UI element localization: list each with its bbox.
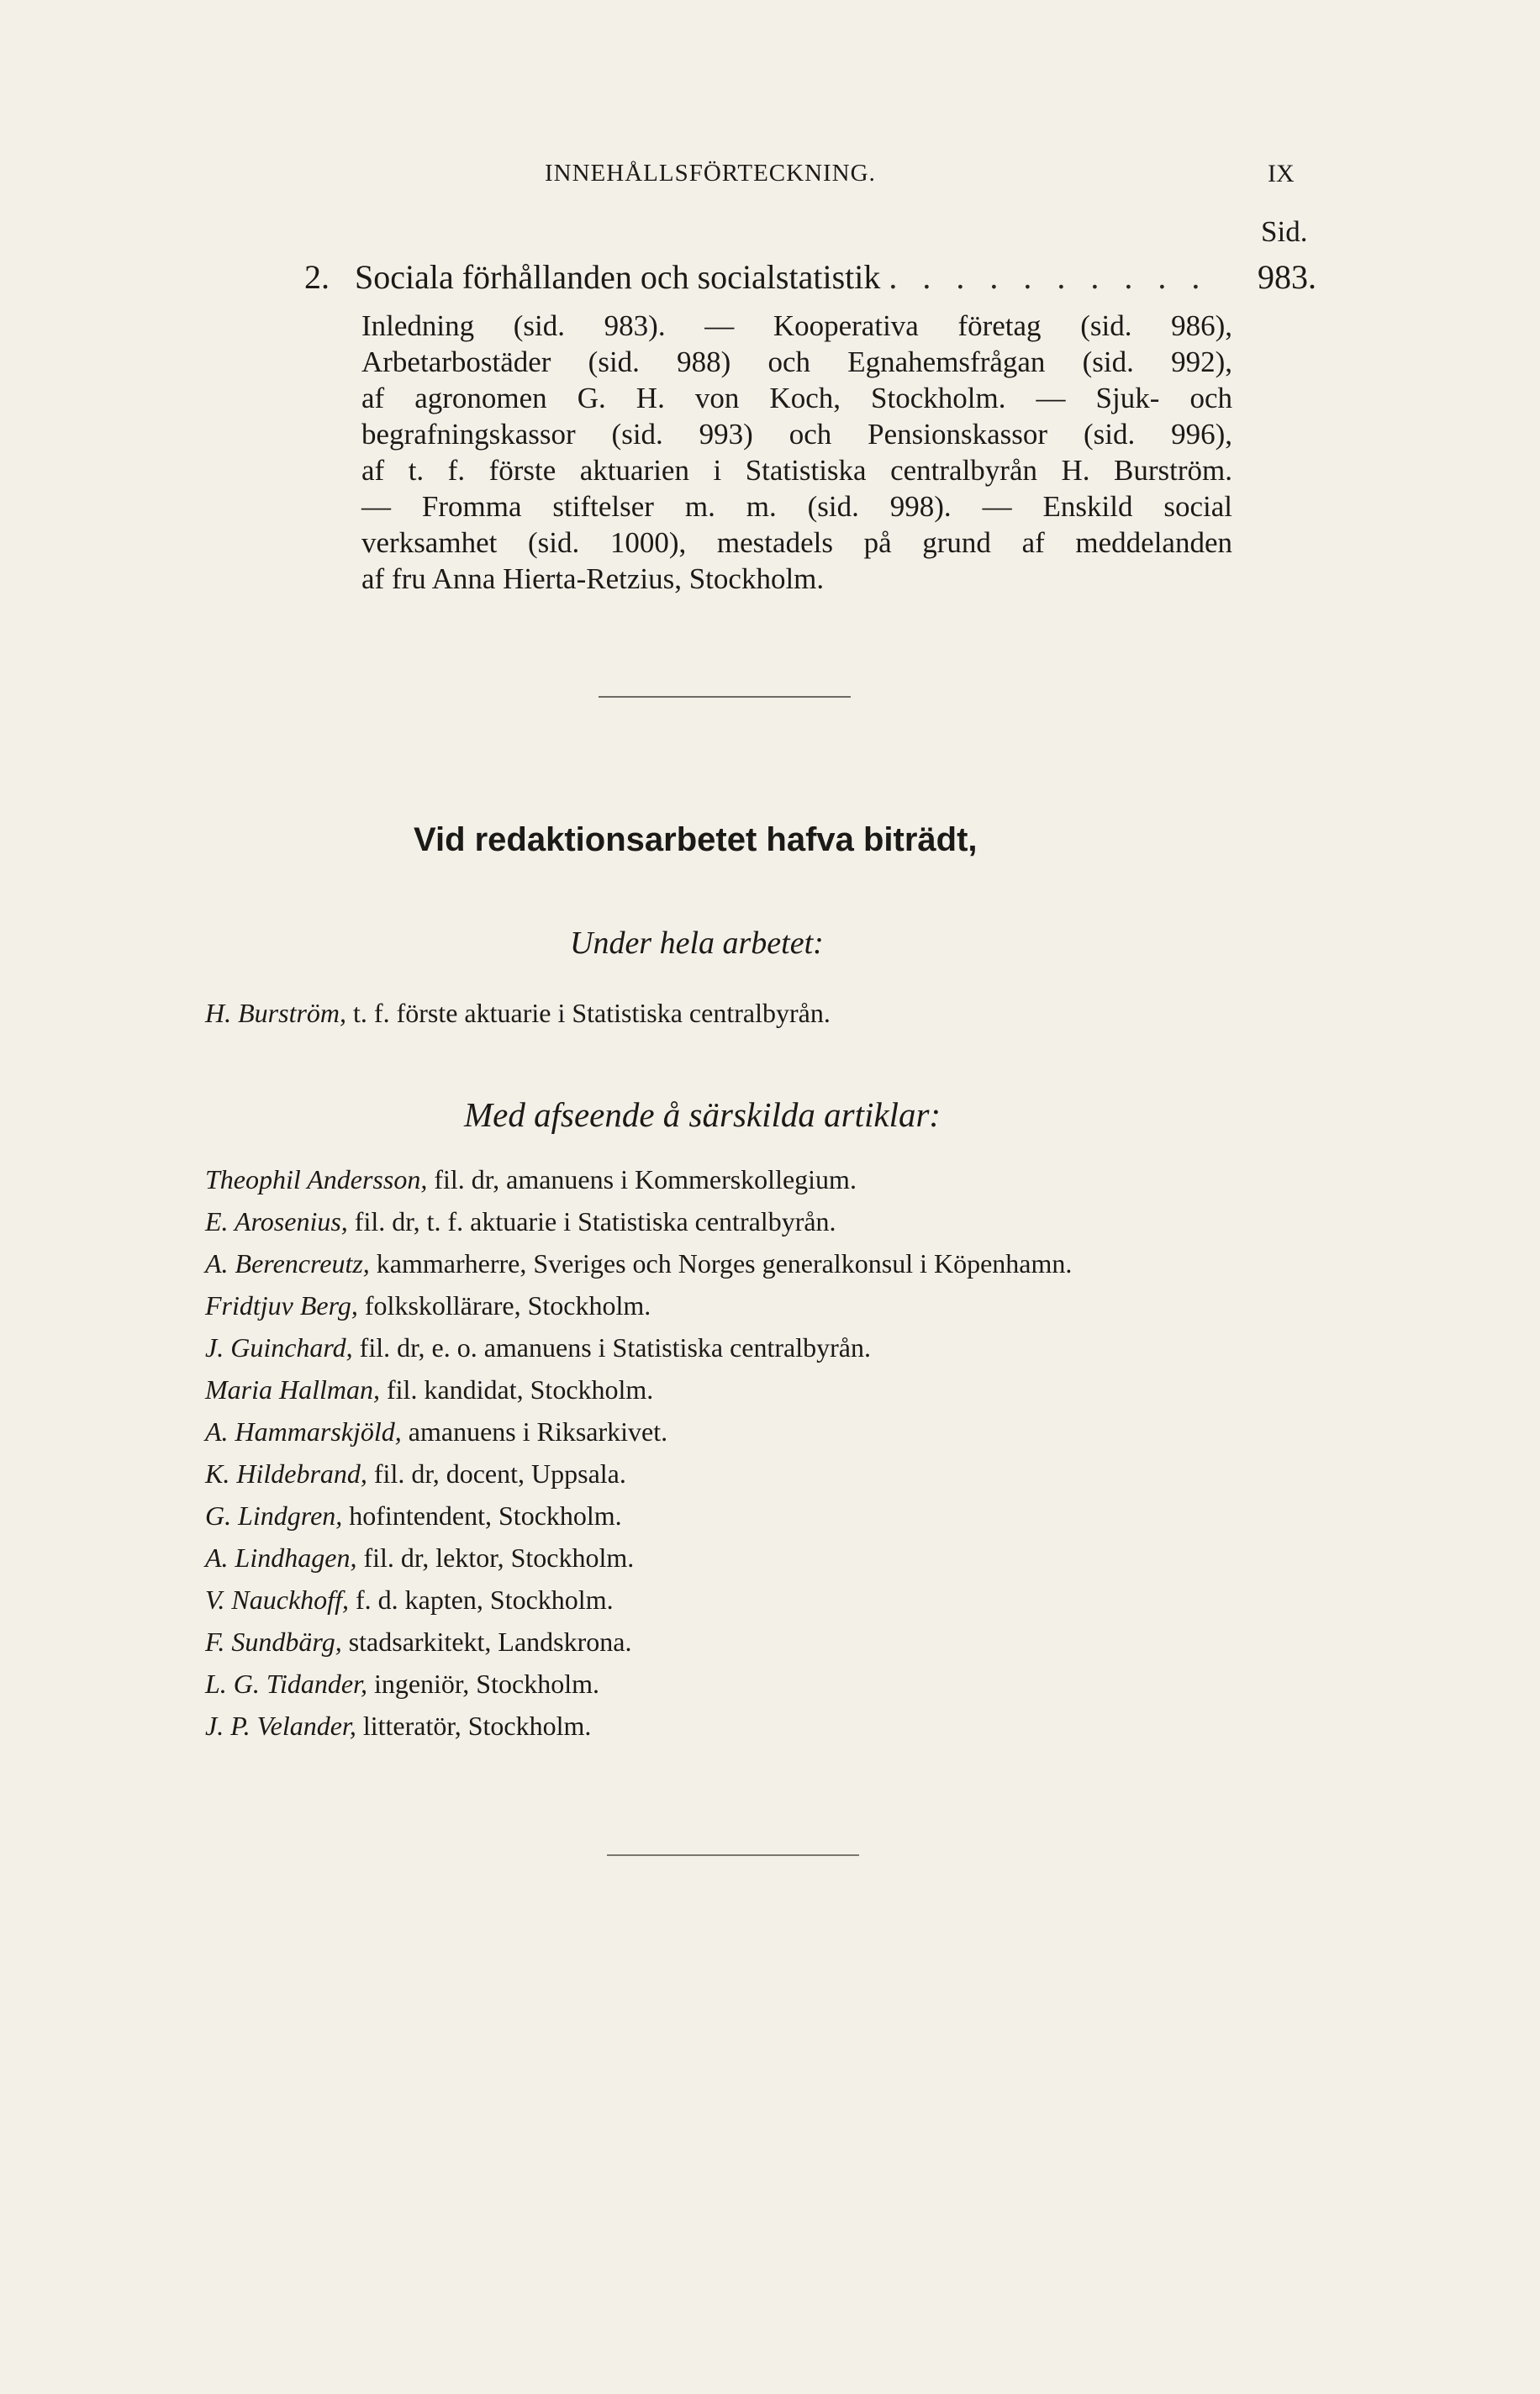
credit-name: K. Hildebrand, <box>205 1458 367 1489</box>
credit-description: fil. dr, docent, Uppsala. <box>373 1458 626 1489</box>
toc-entry-page: 983. <box>1258 258 1316 296</box>
credit-description: fil. dr, t. f. aktuarie i Statistiska centralbyrån. <box>354 1206 836 1237</box>
credit-line <box>205 1627 631 1658</box>
description-line: Arbetarbostäder (sid. 988) och Egnahemsfrågan (sid. 992), <box>361 345 1232 378</box>
description-line: begrafningskassor (sid. 993) och Pensionskassor (sid. 996), <box>361 418 1232 451</box>
credit-name: V. Nauckhoff, <box>205 1585 349 1615</box>
credit-description: fil. kandidat, Stockholm. <box>387 1374 654 1405</box>
credit-name: J. P. Velander, <box>205 1711 356 1741</box>
toc-entry-description <box>361 308 1232 597</box>
credit-line <box>205 1458 626 1490</box>
credit-description: fil. dr, amanuens i Kommerskollegium. <box>434 1164 857 1194</box>
credit-line <box>205 1585 614 1616</box>
credit-name: Maria Hallman, <box>205 1374 380 1405</box>
page-number: IX <box>1268 160 1295 187</box>
credit-line <box>205 1248 1072 1279</box>
credit-line <box>205 1500 622 1532</box>
credit-name: J. Guinchard, <box>205 1332 353 1363</box>
credit-description: ingeniör, Stockholm. <box>373 1669 599 1699</box>
description-line: af agronomen G. H. von Koch, Stockholm. — Sjuk- och <box>361 382 1232 414</box>
credit-description: litteratör, Stockholm. <box>362 1711 592 1741</box>
credit-description: f. d. kapten, Stockholm. <box>355 1585 614 1615</box>
credit-description: fil. dr, lektor, Stockholm. <box>363 1542 635 1573</box>
credit-line <box>205 1290 651 1321</box>
credit-line <box>205 1416 667 1447</box>
toc-entry-title: Sociala förhållanden och socialstatistik <box>355 258 881 296</box>
running-head: INNEHÅLLSFÖRTECKNING. <box>545 160 876 187</box>
credit-description: fil. dr, e. o. amanuens i Statistiska centralbyrån. <box>359 1332 871 1363</box>
credit-description: stadsarkitekt, Landskrona. <box>348 1627 632 1657</box>
editors-heading: Vid redaktionsarbetet hafva biträdt, <box>414 821 978 858</box>
credit-name: G. Lindgren, <box>205 1500 343 1531</box>
divider-rule <box>607 1854 859 1856</box>
description-line: Inledning (sid. 983). — Kooperativa företag (sid. 986), <box>361 309 1232 342</box>
credit-name: L. G. Tidander, <box>205 1669 367 1699</box>
credit-line <box>205 998 831 1029</box>
divider-rule <box>599 696 851 698</box>
credit-name: A. Berencreutz, <box>205 1248 370 1279</box>
credit-line <box>205 1542 634 1574</box>
credit-description: amanuens i Riksarkivet. <box>408 1416 668 1447</box>
special-articles-heading: Med afseende å särskilda artiklar: <box>464 1095 941 1134</box>
description-line: — Fromma stiftelser m. m. (sid. 998). — Enskild social <box>361 490 1232 523</box>
credit-name: Fridtjuv Berg, <box>205 1290 358 1321</box>
credit-description: kammarherre, Sveriges och Norges generalkonsul i Köpenhamn. <box>376 1248 1073 1279</box>
toc-entry-number: 2. <box>304 258 330 296</box>
toc-dot-leader: . . . . . . . . . . <box>889 258 1209 296</box>
credit-name: Theophil Andersson, <box>205 1164 428 1194</box>
credit-line <box>205 1332 871 1363</box>
description-line: verksamhet (sid. 1000), mestadels på grund af meddelanden <box>361 526 1232 559</box>
whole-work-heading: Under hela arbetet: <box>570 925 824 961</box>
credit-description: hofintendent, Stockholm. <box>349 1500 622 1531</box>
credit-line <box>205 1374 653 1405</box>
credit-name: E. Arosenius, <box>205 1206 348 1237</box>
credit-description: folkskollärare, Stockholm. <box>364 1290 651 1321</box>
description-line: af t. f. förste aktuarien i Statistiska centralbyrån H. Burström. <box>361 454 1232 487</box>
credit-description: t. f. förste aktuarie i Statistiska centralbyrån. <box>353 998 831 1028</box>
credit-name: A. Lindhagen, <box>205 1542 357 1573</box>
credit-line <box>205 1206 836 1237</box>
credit-line <box>205 1669 599 1700</box>
credit-name: A. Hammarskjöld, <box>205 1416 402 1447</box>
toc-entry <box>304 257 1316 297</box>
credit-name: H. Burström, <box>205 998 347 1028</box>
credit-line <box>205 1711 591 1742</box>
sid-column-label: Sid. <box>1261 215 1308 248</box>
credit-line <box>205 1164 857 1195</box>
description-line: af fru Anna Hierta-Retzius, Stockholm. <box>361 562 825 595</box>
credit-name: F. Sundbärg, <box>205 1627 342 1657</box>
